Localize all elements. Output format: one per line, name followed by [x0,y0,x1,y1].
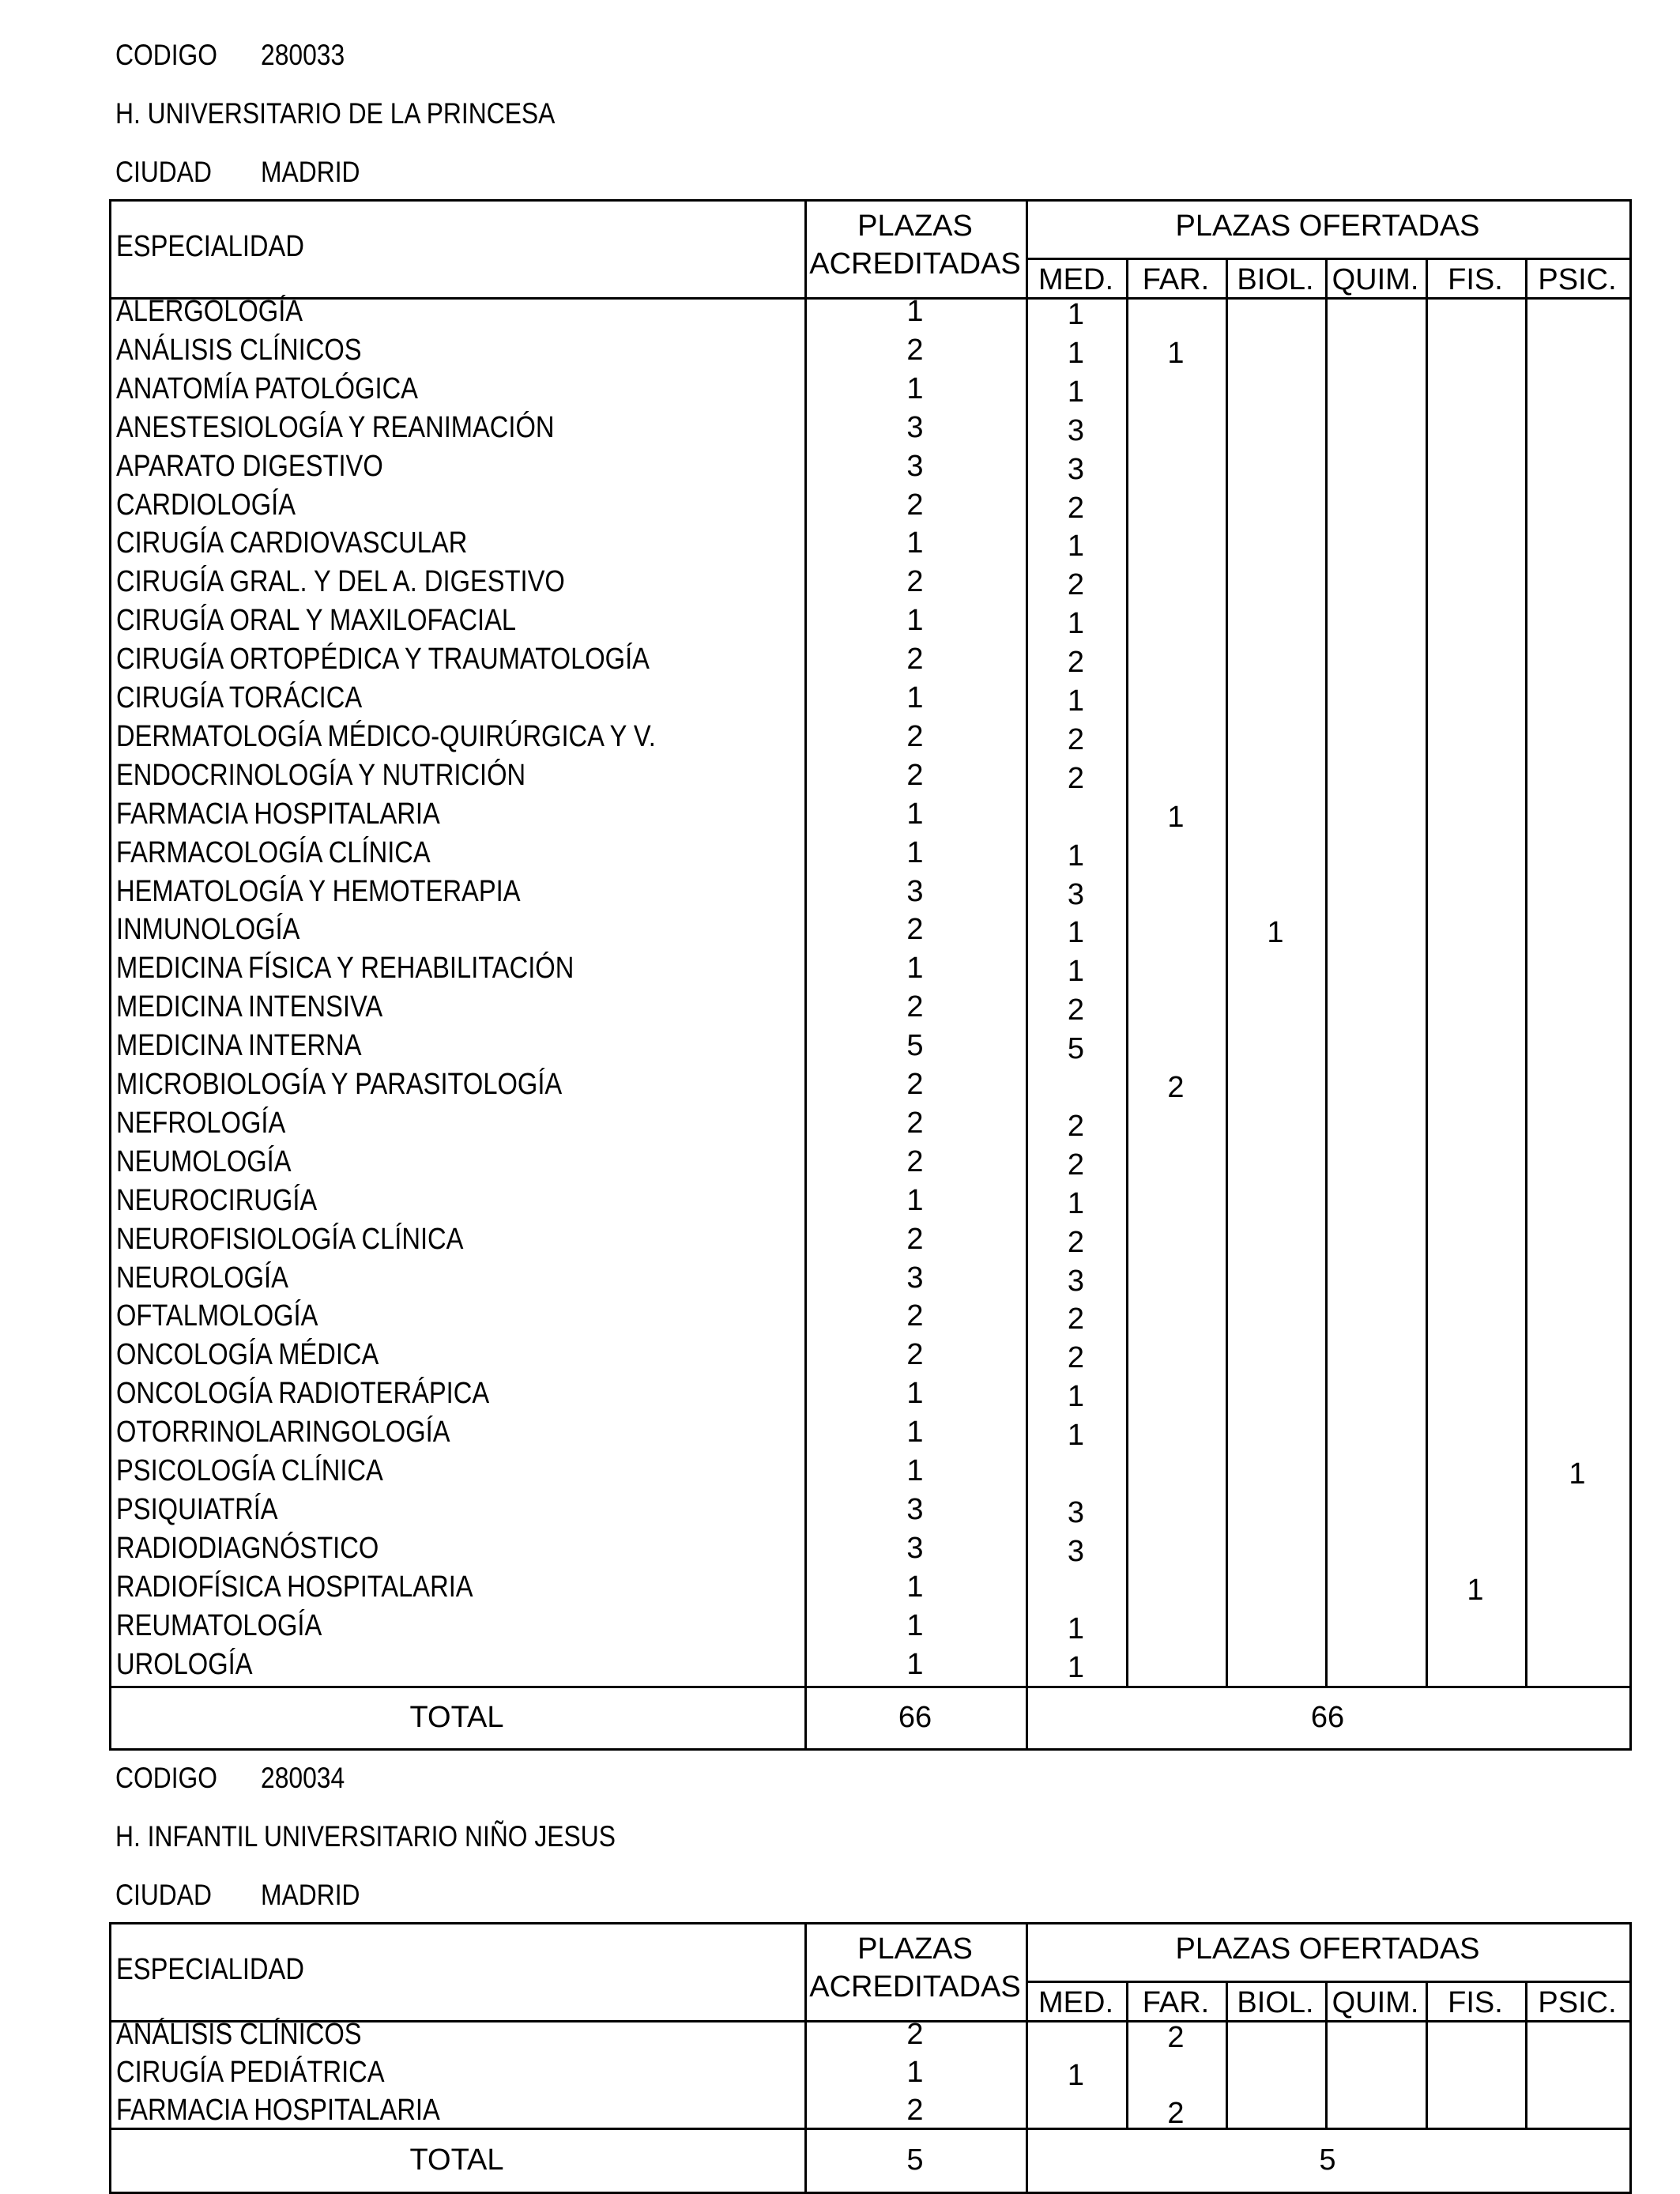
row-med: 1 [1067,336,1085,370]
ciudad-label: CIUDAD [115,1879,212,1911]
total-ofertadas: 5 [1319,2143,1336,2177]
header-acreditadas: ACREDITADAS [809,247,1021,281]
row-acreditadas: 3 [906,410,924,444]
row-especialidad: PSICOLOGÍA CLÍNICA [116,1454,383,1487]
row-especialidad: MEDICINA INTENSIVA [116,990,383,1024]
row-med: 1 [1067,1612,1085,1646]
row-especialidad: RADIOFÍSICA HOSPITALARIA [116,1570,473,1604]
row-especialidad: ANÁLISIS CLÍNICOS [116,333,362,367]
row-especialidad: NEUMOLOGÍA [116,1144,292,1178]
row-med: 1 [1067,530,1085,564]
header-col-quim: QUIM. [1332,1986,1419,2019]
row-especialidad: CARDIOLOGÍA [116,488,296,522]
row-med: 1 [1067,375,1085,409]
row-med: 1 [1067,298,1085,331]
row-fis: 1 [1467,1573,1484,1607]
row-far: 1 [1167,800,1185,834]
row-especialidad: PSIQUIATRÍA [116,1492,278,1526]
row-especialidad: RADIODIAGNÓSTICO [116,1531,379,1565]
row-acreditadas: 1 [906,604,924,638]
row-acreditadas: 1 [906,952,924,986]
row-med: 1 [1067,1419,1085,1453]
subcol-sep-quim [1325,258,1328,1686]
subheader-rule [1026,1981,1629,1983]
row-especialidad: HEMATOLOGÍA Y HEMOTERAPIA [116,874,521,908]
row-acreditadas: 1 [906,295,924,328]
row-especialidad: FARMACOLOGÍA CLÍNICA [116,835,431,869]
header-col-med: MED. [1038,263,1113,296]
header-col-biol: BIOL. [1237,263,1314,296]
row-med: 3 [1067,1534,1085,1568]
row-acreditadas: 1 [906,797,924,831]
row-acreditadas: 3 [906,1531,924,1565]
ciudad-value: MADRID [261,1879,360,1911]
total-ofertadas: 66 [1310,1700,1345,1734]
codigo-value: 280034 [261,1762,345,1794]
total-label: TOTAL [409,2143,504,2177]
total-acreditadas: 5 [906,2143,924,2177]
row-acreditadas: 2 [906,1068,924,1101]
header-col-psic: PSIC. [1538,1986,1617,2019]
header-plazas: PLAZAS [857,209,973,243]
subcol-sep-biol [1226,258,1228,1686]
row-especialidad: UROLOGÍA [116,1647,253,1681]
table-border-bottom [109,1748,1632,1751]
row-especialidad: CIRUGÍA TORÁCICA [116,681,363,714]
row-acreditadas: 1 [906,1647,924,1681]
row-acreditadas: 3 [906,874,924,908]
header-especialidad: ESPECIALIDAD [116,230,304,263]
row-psic: 1 [1569,1457,1586,1491]
row-especialidad: ANÁLISIS CLÍNICOS [116,2018,362,2051]
row-far: 2 [1167,2021,1185,2054]
row-acreditadas: 2 [906,488,924,522]
row-med: 2 [1067,722,1085,756]
row-med: 1 [1067,607,1085,641]
row-especialidad: MEDICINA FÍSICA Y REHABILITACIÓN [116,952,574,986]
total-rule [109,2128,1629,2130]
row-med: 3 [1067,1495,1085,1529]
header-col-biol: BIOL. [1237,1986,1314,2019]
table-border-left [109,199,111,1748]
row-acreditadas: 2 [906,333,924,367]
row-acreditadas: 1 [906,835,924,869]
total-rule [109,1686,1629,1688]
row-acreditadas: 2 [906,990,924,1024]
row-acreditadas: 2 [906,719,924,753]
row-acreditadas: 1 [906,1377,924,1411]
row-especialidad: NEUROCIRUGÍA [116,1183,318,1217]
ciudad-value: MADRID [261,156,360,188]
header-especialidad: ESPECIALIDAD [116,1953,304,1986]
codigo-label: CODIGO [115,1762,218,1794]
hospital-name: H. INFANTIL UNIVERSITARIO NIÑO JESUS [115,1820,616,1853]
header-plazas: PLAZAS [857,1932,973,1966]
row-med: 2 [1067,491,1085,525]
row-acreditadas: 3 [906,449,924,483]
row-especialidad: ONCOLOGÍA RADIOTERÁPICA [116,1377,490,1411]
header-col-psic: PSIC. [1538,263,1617,296]
row-med: 2 [1067,1148,1085,1182]
row-acreditadas: 2 [906,1106,924,1140]
header-col-med: MED. [1038,1986,1113,2019]
row-far: 1 [1167,336,1185,370]
subheader-rule [1026,258,1629,260]
row-med: 1 [1067,684,1085,718]
row-especialidad: ANATOMÍA PATOLÓGICA [116,371,418,405]
row-med: 3 [1067,1264,1085,1298]
row-med: 2 [1067,646,1085,680]
row-acreditadas: 2 [906,1222,924,1256]
row-med: 3 [1067,877,1085,911]
row-acreditadas: 2 [906,1338,924,1372]
table-border-top [109,199,1632,202]
row-med: 2 [1067,1302,1085,1336]
row-med: 2 [1067,568,1085,602]
row-acreditadas: 2 [906,1144,924,1178]
row-acreditadas: 2 [906,565,924,599]
row-especialidad: NEUROLOGÍA [116,1261,288,1295]
table-border-right [1629,199,1632,1751]
row-especialidad: NEFROLOGÍA [116,1106,286,1140]
row-acreditadas: 3 [906,1261,924,1295]
row-acreditadas: 5 [906,1029,924,1063]
row-acreditadas: 3 [906,1492,924,1526]
table-border-top [109,1922,1632,1924]
row-acreditadas: 1 [906,681,924,714]
header-col-quim: QUIM. [1332,263,1419,296]
row-med: 5 [1067,1032,1085,1066]
row-especialidad: CIRUGÍA PEDIÁTRICA [116,2056,385,2089]
row-especialidad: FARMACIA HOSPITALARIA [116,797,440,831]
row-med: 2 [1067,993,1085,1027]
ciudad-label: CIUDAD [115,156,212,188]
row-especialidad: MICROBIOLOGÍA Y PARASITOLOGÍA [116,1068,563,1101]
row-acreditadas: 1 [906,1183,924,1217]
row-acreditadas: 2 [906,643,924,677]
header-plazas-ofertadas: PLAZAS OFERTADAS [1175,1932,1480,1966]
row-especialidad: ONCOLOGÍA MÉDICA [116,1338,379,1372]
row-med: 1 [1067,839,1085,873]
row-med: 2 [1067,1109,1085,1143]
header-acreditadas: ACREDITADAS [809,1970,1021,2004]
codigo-value: 280033 [261,39,345,71]
header-col-fis: FIS. [1448,1986,1503,2019]
row-especialidad: FARMACIA HOSPITALARIA [116,2094,440,2127]
row-acreditadas: 1 [906,1416,924,1449]
row-acreditadas: 1 [906,2056,924,2089]
row-especialidad: INMUNOLOGÍA [116,913,300,947]
row-acreditadas: 2 [906,758,924,792]
row-especialidad: REUMATOLOGÍA [116,1608,322,1642]
codigo-label: CODIGO [115,39,218,71]
row-especialidad: OFTALMOLOGÍA [116,1299,318,1333]
row-acreditadas: 1 [906,526,924,560]
row-especialidad: MEDICINA INTERNA [116,1029,362,1063]
row-med: 1 [1067,955,1085,989]
row-acreditadas: 1 [906,1608,924,1642]
row-acreditadas: 1 [906,1454,924,1487]
row-especialidad: CIRUGÍA GRAL. Y DEL A. DIGESTIVO [116,565,565,599]
total-label: TOTAL [409,1700,504,1734]
row-acreditadas: 2 [906,1299,924,1333]
header-plazas-ofertadas: PLAZAS OFERTADAS [1175,209,1480,243]
header-col-far: FAR. [1142,1986,1210,2019]
row-especialidad: NEUROFISIOLOGÍA CLÍNICA [116,1222,464,1256]
table-border-right [1629,1922,1632,2194]
row-acreditadas: 2 [906,2018,924,2051]
row-med: 2 [1067,1341,1085,1375]
hospital-name: H. UNIVERSITARIO DE LA PRINCESA [115,97,556,130]
row-especialidad: DERMATOLOGÍA MÉDICO-QUIRÚRGICA Y V. [116,719,656,753]
row-acreditadas: 1 [906,371,924,405]
row-med: 1 [1067,916,1085,950]
row-especialidad: APARATO DIGESTIVO [116,449,383,483]
row-especialidad: ALERGOLOGÍA [116,295,303,328]
subcol-sep-fis [1426,258,1428,1686]
row-especialidad: CIRUGÍA CARDIOVASCULAR [116,526,468,560]
row-especialidad: OTORRINOLARINGOLOGÍA [116,1416,450,1449]
total-acreditadas: 66 [898,1700,932,1734]
row-acreditadas: 2 [906,913,924,947]
row-med: 3 [1067,452,1085,486]
subcol-sep-far [1126,258,1128,1686]
row-med: 3 [1067,413,1085,447]
row-med: 1 [1067,1380,1085,1414]
row-especialidad: ANESTESIOLOGÍA Y REANIMACIÓN [116,410,555,444]
row-med: 2 [1067,761,1085,795]
row-acreditadas: 1 [906,1570,924,1604]
row-especialidad: CIRUGÍA ORAL Y MAXILOFACIAL [116,604,517,638]
row-med: 1 [1067,1186,1085,1220]
row-far: 2 [1167,1071,1185,1104]
row-med: 1 [1067,2059,1085,2092]
row-especialidad: ENDOCRINOLOGÍA Y NUTRICIÓN [116,758,526,792]
row-med: 1 [1067,1650,1085,1684]
header-col-far: FAR. [1142,263,1210,296]
header-col-fis: FIS. [1448,263,1503,296]
row-acreditadas: 2 [906,2094,924,2127]
row-biol: 1 [1267,916,1284,950]
row-med: 2 [1067,1225,1085,1259]
row-far: 2 [1167,2097,1185,2130]
row-especialidad: CIRUGÍA ORTOPÉDICA Y TRAUMATOLOGÍA [116,643,650,677]
